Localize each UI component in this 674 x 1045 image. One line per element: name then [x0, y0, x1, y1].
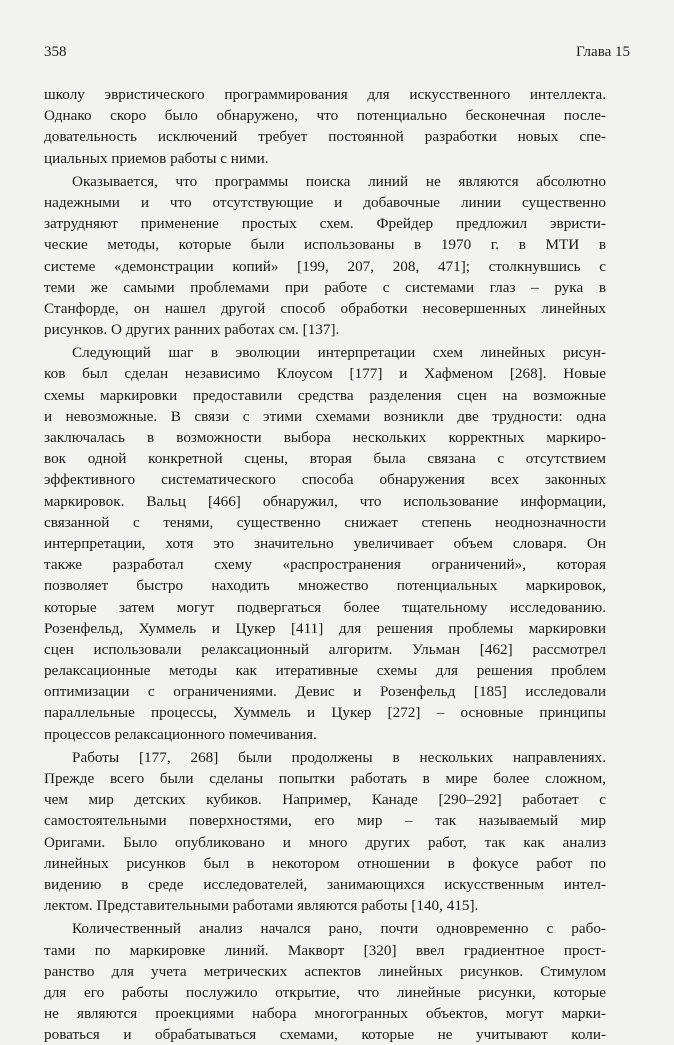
text-line: позволяет быстро находить множество потенциальных маркировок, — [44, 577, 606, 595]
text-line: системе «демонстрации копий» [199, 207, 208, 471]; столкнувшись с — [44, 257, 606, 275]
text-line: школу эвристического программирования для искусственного интеллекта. — [44, 86, 606, 103]
text-line: видению в среде исследователей, занимающихся искусственным интел- — [44, 875, 606, 893]
text-line: тами по маркировке линий. Макворт [320] ввел градиентное прост- — [44, 941, 606, 959]
text-line: надежными и что отсутствующие и добавочные линии существенно — [44, 193, 606, 211]
text-line: довательность исключений требует постоянной разработки новых спе- — [44, 128, 606, 146]
text-line: Однако скоро было обнаружено, что потенциально бесконечная после- — [44, 107, 606, 125]
paragraph — [44, 918, 606, 1045]
paragraph — [44, 171, 606, 341]
paragraph — [44, 747, 606, 917]
text-line: Станфорде, он нашел другой способ обработки несовершенных линейных — [44, 299, 606, 317]
text-line: самостоятельными поверхностями, его мир – так называемый мир — [44, 812, 606, 830]
paragraph — [44, 342, 606, 745]
text-line: заключалась в возможности выбора нескольких корректных маркиро- — [44, 429, 606, 446]
text-line: оптимизации с ограничениями. Девис и Розенфельд [185] исследовали — [44, 683, 606, 701]
text-line: сцен использовали релаксационный алгоритм. Ульман [462] рассмотрел — [44, 640, 606, 658]
text-line: теми же самыми проблемами при работе с системами глаз – рука в — [44, 278, 606, 296]
text-line: Следующий шаг в эволюции интерпретации схем линейных рисун- — [72, 344, 606, 362]
text-line: циальных приемов работы с ними. — [44, 149, 269, 167]
text-line: Работы [177, 268] были продолжены в нескольких направлениях. — [72, 748, 606, 766]
text-line: роваться и обрабатываться схемами, которые не учитывают коли- — [44, 1026, 606, 1044]
text-line: ранство для учета метрических аспектов линейных рисунков. Стимулом — [44, 962, 606, 980]
text-line: и невозможные. В связи с этими схемами возникли две трудности: одна — [44, 407, 606, 425]
text-line: Розенфельд, Хуммель и Цукер [411] для решения проблемы маркировки — [44, 619, 606, 637]
page-number: 358 — [44, 44, 67, 60]
text-line: связанной с тенями, существенно снижает степень неоднозначности — [44, 513, 606, 531]
chapter-label: Глава 15 — [576, 44, 630, 60]
text-line: Количественный анализ начался рано, почти одновременно с рабо- — [72, 920, 606, 938]
text-line: релаксационные методы как итеративные схемы для решения проблем — [44, 662, 606, 680]
text-line: ческие методы, которые были использованы в 1970 г. в МТИ в — [44, 236, 606, 254]
text-line: процессов релаксационного помечивания. — [44, 725, 317, 743]
text-line: эффективного систематического способа обнаружения всех законных — [44, 471, 606, 489]
text-line: маркировок. Вальц [466] обнаружил, что использование информации, — [44, 492, 606, 510]
text-line: затрудняют применение простых схем. Фрейдер предложил эвристи- — [44, 215, 606, 233]
text-line: чем мир детских кубиков. Например, Канаде [290–292] работает с — [44, 791, 606, 809]
text-line: рисунков. О других ранних работах см. [137]. — [44, 321, 340, 339]
text-line: Прежде всего были сделаны попытки работать в мире более сложном, — [44, 770, 606, 787]
text-line: Оказывается, что программы поиска линий не являются абсолютно — [72, 172, 606, 190]
text-line: ков был сделан независимо Клоусом [177] и Хафменом [268]. Новые — [44, 365, 606, 383]
text-line: лектом. Представительными работами являются работы [140, 415]. — [44, 897, 479, 915]
text-line: которые затем могут подвергаться более тщательному исследованию. — [44, 598, 606, 616]
body-text — [44, 84, 606, 1045]
paragraph — [44, 84, 606, 169]
text-line: параллельные процессы, Хуммель и Цукер [272] – основные принципы — [44, 704, 606, 722]
text-line: схемы маркировки предоставили средства разделения сцен на возможные — [44, 386, 606, 404]
text-line: интерпретации, хотя это значительно увеличивает объем словаря. Он — [44, 534, 606, 552]
text-line: для его работы послужило открытие, что линейные рисунки, которые — [44, 983, 606, 1001]
text-line: Оригами. Было опубликовано и много других работ, так как анализ — [44, 833, 606, 851]
text-line: вок одной конкретной сцены, вторая была связана с отсутствием — [44, 450, 606, 468]
text-line: линейных рисунков был в некотором отношении в фокусе работ по — [44, 854, 606, 872]
text-line: также разработал схему «распространения ограничений», которая — [44, 556, 606, 574]
text-line: не являются проекциями набора многогранных объектов, могут марки- — [44, 1005, 606, 1023]
page-header — [44, 44, 630, 66]
